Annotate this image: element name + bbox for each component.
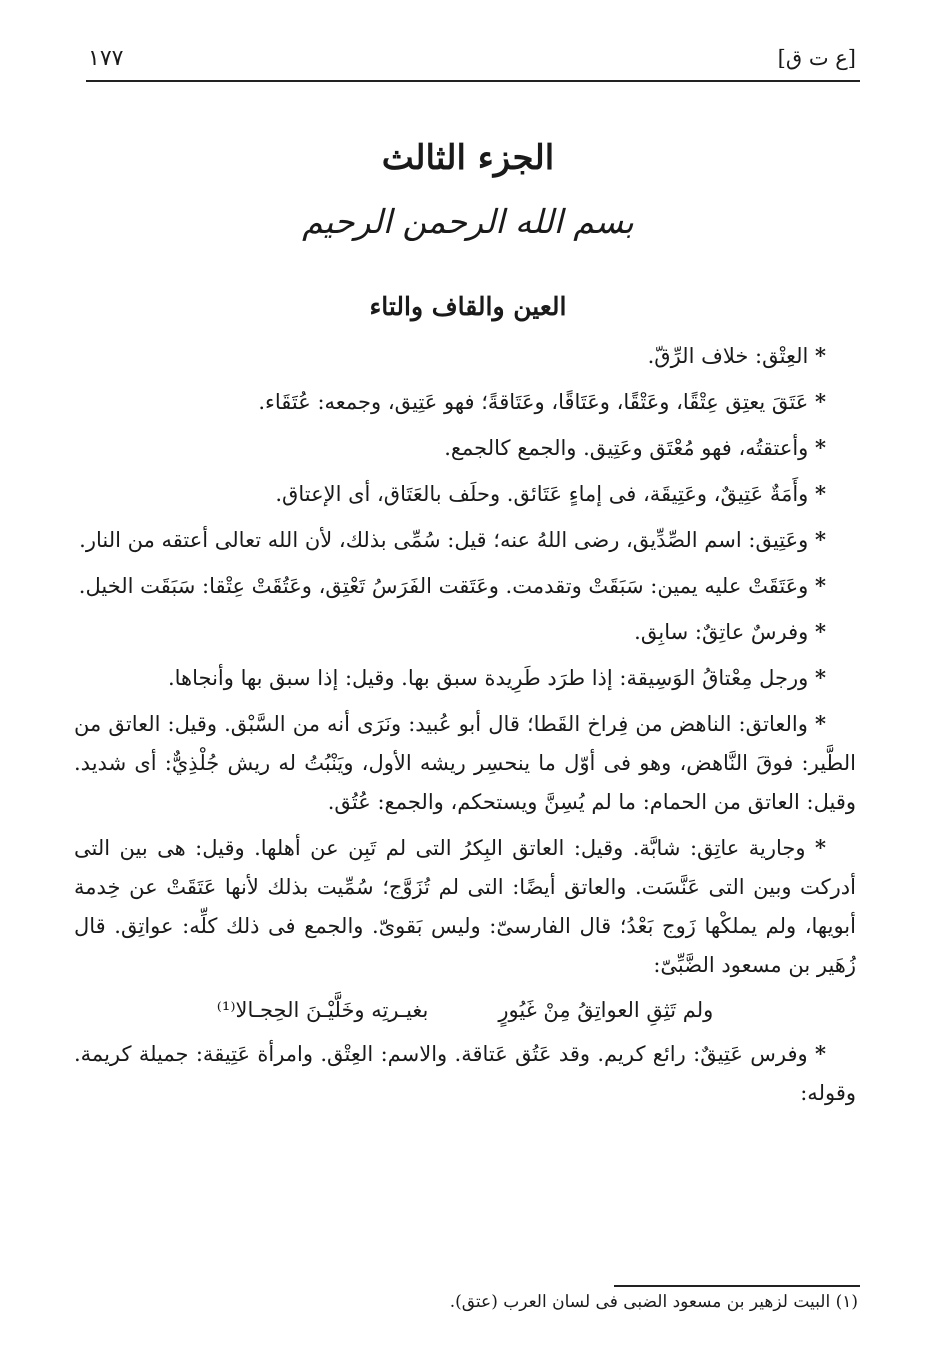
entry-marker: * xyxy=(815,711,826,736)
entry-text: والعاتق: الناهض من فِراخ القَطا؛ قال أبو عُبيد: ونَرَى أنه من السَّبْق. وقيل: العاتق من الطَّير: فوقَ النَّاهض، وهو فى أوّل ما ينحسِر ريشه الأول، ويَنْبُتُ له ريش جُلْذِيٌّ: أى شديد. وقيل: العاتق من الحمام: ما لم يُسِنَّ ويستحكم، والجمع: عُتُق. xyxy=(74,712,856,814)
verse-first-hemistich: ولم تَثِقِ العواتِقُ مِنْ غَيُورٍ xyxy=(498,998,714,1022)
footnote-divider xyxy=(614,1285,860,1287)
entry-marker: * xyxy=(815,435,826,460)
entry xyxy=(74,704,856,822)
entry-marker: * xyxy=(815,573,826,598)
entry-marker: * xyxy=(815,389,826,414)
entry-text: عَتَقَ يعتِق عِتْقًا، وعَتْقًا، وعَتَاقًا، وعَتَاقةً؛ فهو عَتِيق، وجمعه: عُتَقَاء. xyxy=(258,390,809,414)
entry-marker: * xyxy=(815,835,826,860)
entry-text: وأعتقتُه، فهو مُعْتَق وعَتِيق. والجمع كالجمع. xyxy=(444,436,809,460)
entry-text: وفرسٌ عاتِقٌ: سابِق. xyxy=(634,620,809,644)
page-header xyxy=(86,40,860,82)
entry-marker: * xyxy=(815,481,826,506)
entry xyxy=(74,520,856,560)
entry-marker: * xyxy=(815,619,826,644)
poetry-verse xyxy=(74,991,856,1030)
entry xyxy=(74,1034,856,1113)
entry-text: وفرس عَتِيقٌ: رائع كريم. وقد عَتُق عَتاقة. والاسم: العِتْق. وامرأة عَتِيقة: جميلة كريمة. وقوله: xyxy=(74,1042,856,1105)
entry xyxy=(74,612,856,652)
entry xyxy=(74,566,856,606)
verse-second-hemistich: بغيـرتِه وخَلَّيْـنَ الحِجـالا⁽¹⁾ xyxy=(216,998,429,1022)
entry-text: وعَتِيق: اسم الصِّدِّيق، رضى اللهُ عنه؛ قيل: سُمِّى بذلك، لأن الله تعالى أعتقه من النار. xyxy=(79,528,809,552)
entry xyxy=(74,658,856,698)
part-title: الجزء الثالث xyxy=(381,138,555,178)
footnote: (١) البيت لزهير بن مسعود الضبى فى لسان العرب (عتق). xyxy=(449,1292,858,1312)
basmala-calligraphy: بسم الله الرحمن الرحيم xyxy=(302,202,634,241)
entry-text: وعَتَقَتْ عليه يمين: سَبَقَتْ وتقدمت. وعَتَقت الفَرَسُ تَعْتِق، وعَتُقَتْ عِتْقا: سَبَقَت الخيل. xyxy=(78,574,809,598)
entry xyxy=(74,336,856,376)
entry-marker: * xyxy=(815,343,826,368)
section-root-letters: [ع ت ق] xyxy=(777,46,856,70)
entry-text: وجارية عاتِق: شابَّة. وقيل: العاتق البِكرُ التى لم تَبِن عن أهلها. وقيل: هى بين التى أدركت وبين التى عَنَّسَت. والعاتق أيضًا: التى لم تُزَوَّج؛ سُمِّيت بذلك لأنها عَتَقَتْ عن خِدمة أبويها، ولم يملكْها زَوج بَعْدُ؛ قال الفارسىّ: وليس بَقوىّ. والجمع فى ذلك كلِّه: عواتِق. قال زُهَير بن مسعود الضَّبِّىّ: xyxy=(74,836,856,977)
dictionary-entries xyxy=(74,336,856,1119)
entry xyxy=(74,382,856,422)
entry-marker: * xyxy=(815,665,826,690)
entry-text: وأَمَةٌ عَتِيقٌ، وعَتِيقَة، فى إماءٍ عَتَائق. وحلَف بالعَتَاق، أى الإعتاق. xyxy=(275,482,809,506)
entry-text: العِتْق: خلاف الرِّقّ. xyxy=(647,344,809,368)
entry-marker: * xyxy=(815,1041,826,1066)
entry-text: ورجل مِعْتاقُ الوَسِيقة: إذا طرَد طَرِيدة سبق بها. وقيل: إذا سبق بها وأنجاها. xyxy=(167,666,809,690)
entry-marker: * xyxy=(815,527,826,552)
page-number: ١٧٧ xyxy=(88,46,124,71)
entry xyxy=(74,428,856,468)
chapter-title: العين والقاف والتاء xyxy=(369,292,567,321)
entry xyxy=(74,828,856,985)
entry xyxy=(74,474,856,514)
